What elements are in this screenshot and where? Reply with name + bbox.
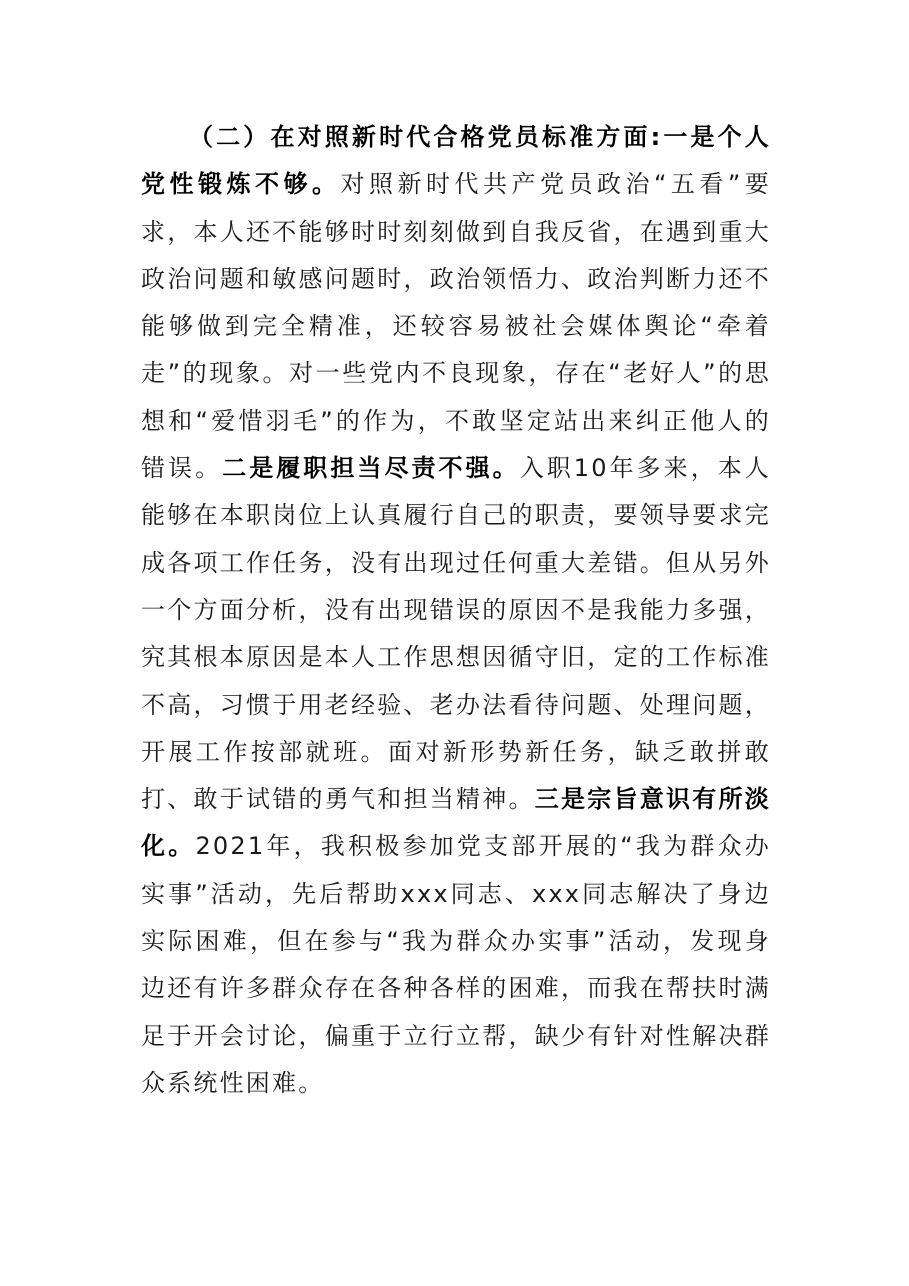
paragraph-text-point-two: 入职10年多来，本人能够在本职岗位上认真履行自己的职责，要领导要求完成各项工作任务，没有出现过任何重大差错。但从另外一个方面分析，没有出现错误的原因不是我能力多强，究其根本原因是本人工作思想因循守旧，定的工作标准不高，习惯于用老经验、老办法看待问题、处理问题，开展工作按部就班。面对新形势新任务，缺乏敢拼敢打、敢于试错的勇气和担当精神。 (141, 454, 772, 814)
section-heading-point-one: （二）在对照新时代合格党员标准方面:一是个人党性锻炼不够。 (141, 123, 771, 199)
heading-point-two: 二是履职担当尽责不强。 (222, 454, 520, 483)
paragraph-text-point-one: 对照新时代共产党员政治“五看”要求，本人还不能够时时刻刻做到自我反省，在遇到重大政治问题和敏感问题时，政治领悟力、政治判断力还不能够做到完全精准，还较容易被社会媒体舆论“牵着走”的现象。对一些党内不良现象，存在“老好人”的思想和“爱惜羽毛”的作为，不敢坚定站出来纠正他人的错误。 (141, 170, 771, 483)
heading-point-three: 三是宗旨意识有所淡化。 (141, 785, 771, 861)
paragraph (141, 114, 771, 1107)
document-body (141, 114, 771, 1107)
paragraph-text-point-three: 2021年，我积极参加党支部开展的“我为群众办实事”活动，先后帮助xxx同志、xxx同志解决了身边实际困难，但在参与“我为群众办实事”活动，发现身边还有许多群众存在各种各样的困难，而我在帮扶时满足于开会讨论，偏重于立行立帮，缺少有针对性解决群众系统性困难。 (141, 832, 771, 1097)
